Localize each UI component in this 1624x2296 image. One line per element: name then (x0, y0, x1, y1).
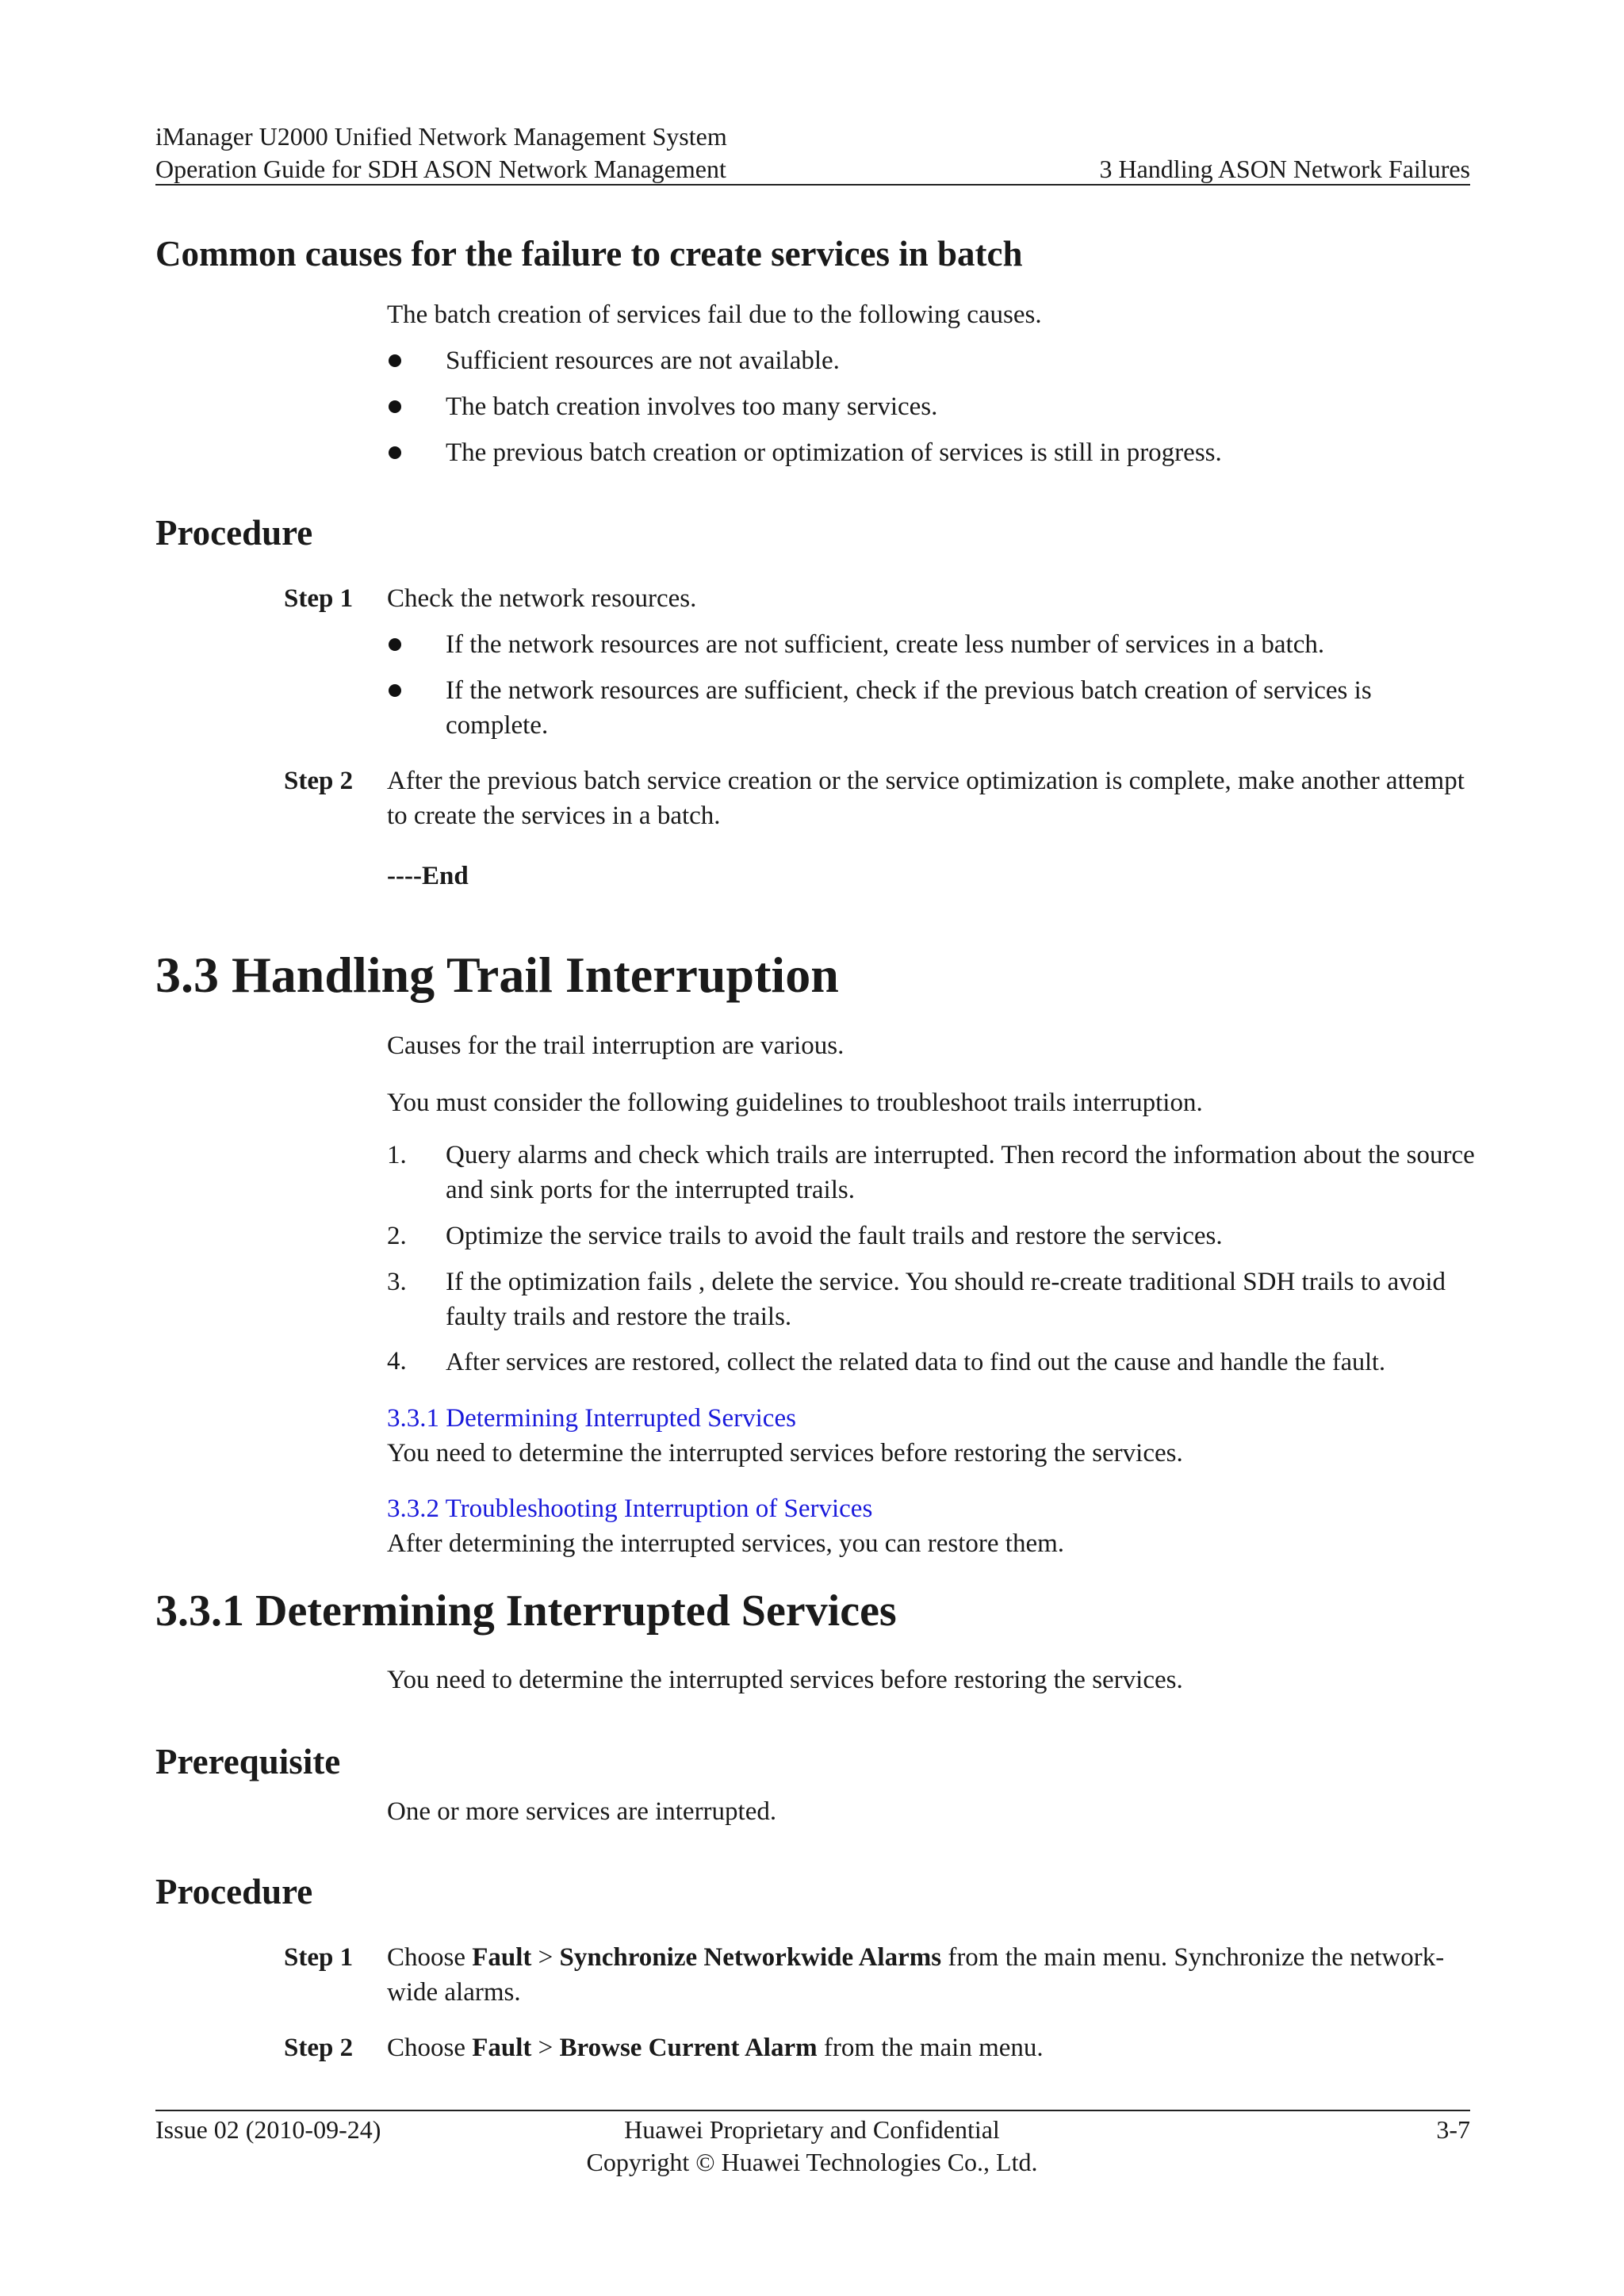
footer-issue: Issue 02 (2010-09-24) (155, 2115, 381, 2144)
menu-fault: Fault (472, 2034, 532, 2062)
header-rule (155, 184, 1470, 186)
footer-copyright: Copyright © Huawei Technologies Co., Ltd. (586, 2148, 1038, 2176)
header-title-line1: iManager U2000 Unified Network Management System (155, 122, 727, 151)
bullet-icon (389, 354, 401, 367)
step-text: Check the network resources. (387, 584, 697, 613)
header-title-line2: Operation Guide for SDH ASON Network Management (155, 155, 726, 183)
step1-bullet-2: If the network resources are sufficient, check if the previous batch creation of services is complete. (446, 676, 1372, 740)
procedure-heading: Procedure (155, 1872, 313, 1911)
step1-bullet-1: If the network resources are not sufficient, create less number of services in a batch. (446, 630, 1325, 659)
causes-intro: The batch creation of services fail due to the following causes. (387, 300, 1042, 329)
link2-description: After determining the interrupted services, you can restore them. (387, 1529, 1065, 1558)
section-3-3-1-heading: 3.3.1 Determining Interrupted Services (155, 1586, 897, 1636)
link-troubleshooting-interruption[interactable]: 3.3.2 Troubleshooting Interruption of Services (387, 1494, 873, 1523)
menu-synchronize-networkwide-alarms: Synchronize Networkwide Alarms (559, 1943, 942, 1972)
step-label: Step 1 (284, 584, 354, 613)
section-3-3-1-para: You need to determine the interrupted services before restoring the services. (387, 1666, 1183, 1694)
menu-browse-current-alarm: Browse Current Alarm (559, 2034, 818, 2062)
procedure-heading: Procedure (155, 513, 313, 553)
link1-description: You need to determine the interrupted services before restoring the services. (387, 1439, 1183, 1468)
menu-fault: Fault (472, 1943, 532, 1972)
causes-bullet-3: The previous batch creation or optimization of services is still in progress. (446, 438, 1222, 467)
step-label: Step 2 (284, 2034, 354, 2062)
bullet-icon (389, 400, 401, 413)
prerequisite-heading: Prerequisite (155, 1742, 341, 1781)
footer-page-number: 3-7 (1436, 2115, 1470, 2144)
causes-heading: Common causes for the failure to create services in batch (155, 234, 1023, 274)
step-text: Choose Fault > Browse Current Alarm from the main menu. (387, 2034, 1044, 2062)
step-text: After the previous batch service creation or the service optimization is complete, make another attempt to create the services in a batch. (387, 767, 1465, 830)
step-label: Step 2 (284, 767, 354, 795)
prerequisite-text: One or more services are interrupted. (387, 1797, 777, 1826)
section-3-3-para1: Causes for the trail interruption are various. (387, 1031, 845, 1060)
footer-rule (155, 2110, 1470, 2111)
step-text: Choose Fault > Synchronize Networkwide Alarms from the main menu. Synchronize the network-wide alarms. (387, 1943, 1445, 2007)
list-number: 4. (387, 1347, 407, 1376)
list-item: Query alarms and check which trails are interrupted. Then record the information about the source and sink ports for the interrupted trails. (446, 1141, 1475, 1204)
bullet-icon (389, 684, 401, 697)
list-number: 3. (387, 1268, 407, 1296)
list-item: If the optimization fails , delete the service. You should re-create traditional SDH trails to avoid faulty trails and restore the trails. (446, 1268, 1446, 1331)
header-chapter: 3 Handling ASON Network Failures (1099, 155, 1470, 183)
list-number: 2. (387, 1222, 407, 1250)
end-marker: ----End (387, 862, 469, 890)
list-item: Optimize the service trails to avoid the fault trails and restore the services. (446, 1222, 1223, 1250)
section-3-3-para2: You must consider the following guidelines to troubleshoot trails interruption. (387, 1089, 1203, 1117)
causes-bullet-2: The batch creation involves too many services. (446, 392, 938, 421)
list-item: After services are restored, collect the related data to find out the cause and handle the fault. (446, 1347, 1386, 1376)
step-label: Step 1 (284, 1943, 354, 1972)
bullet-icon (389, 638, 401, 651)
section-3-3-heading: 3.3 Handling Trail Interruption (155, 947, 839, 1003)
link-determining-interrupted-services[interactable]: 3.3.1 Determining Interrupted Services (387, 1404, 796, 1433)
footer-confidential: Huawei Proprietary and Confidential (624, 2115, 1000, 2144)
list-number: 1. (387, 1141, 407, 1169)
bullet-icon (389, 446, 401, 459)
causes-bullet-1: Sufficient resources are not available. (446, 346, 840, 375)
